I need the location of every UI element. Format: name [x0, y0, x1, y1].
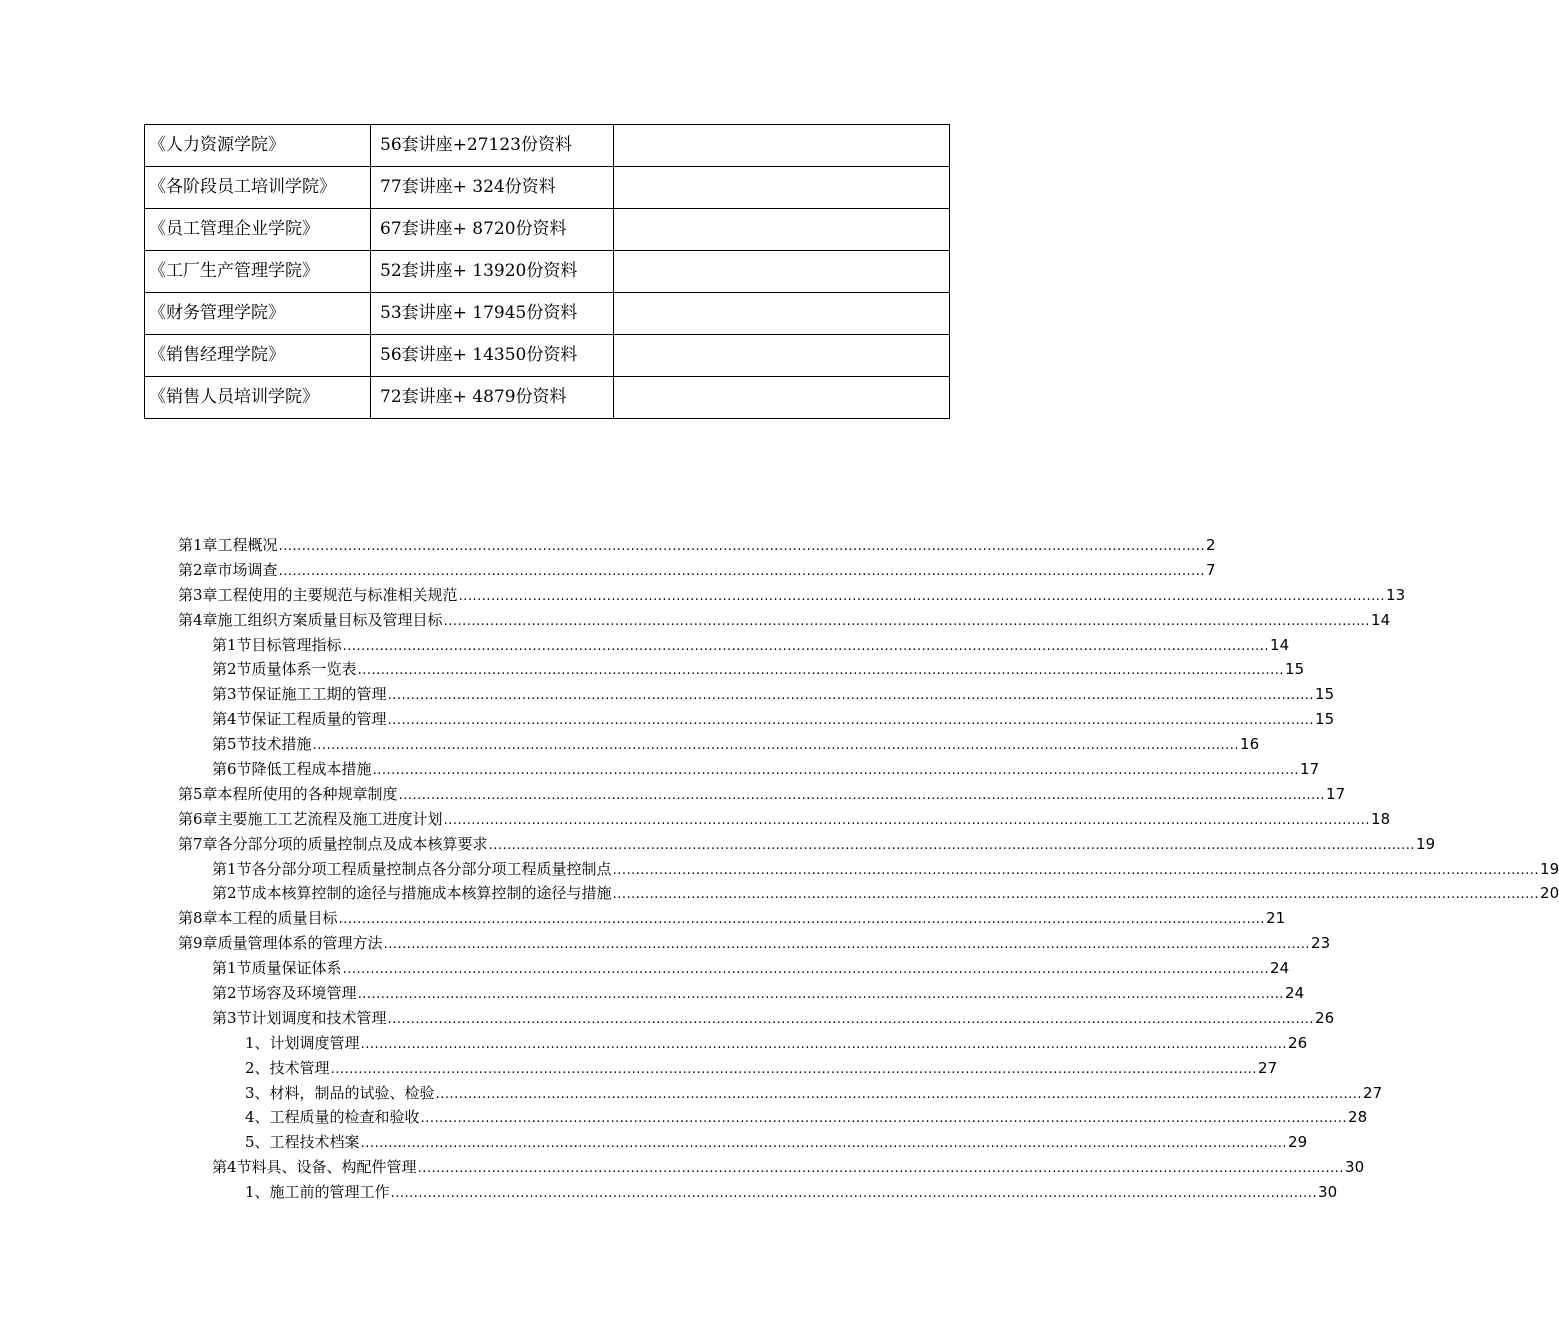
- resource-detail: 52套讲座+ 13920份资料: [371, 251, 614, 293]
- toc-entry-number: 第2章: [178, 560, 218, 579]
- toc-dot-leader: ........................................................................................................................................................................................................: [357, 987, 1285, 1003]
- resource-table-body: [145, 125, 950, 419]
- toc-entry-page: 19: [1416, 834, 1436, 853]
- toc-entry-page: 13: [1386, 585, 1406, 604]
- toc-entry-title: 质量保证体系: [251, 959, 342, 978]
- toc-entry-number: 第1节: [212, 859, 252, 878]
- toc-dot-leader: ........................................................................................................................................................................................................: [312, 738, 1240, 754]
- toc-entry-number: 1、: [245, 1033, 270, 1052]
- toc-entry-page: 14: [1371, 610, 1391, 629]
- toc-entry-page: 15: [1315, 710, 1335, 729]
- toc-dot-leader: ........................................................................................................................................................................................................: [420, 1111, 1348, 1127]
- toc-entry-number: 5、: [245, 1133, 270, 1152]
- toc-dot-leader: ........................................................................................................................................................................................................: [612, 862, 1540, 878]
- toc-entry-page: 20: [1540, 884, 1559, 903]
- toc-entry[interactable]: [178, 533, 1216, 558]
- toc-dot-leader: ........................................................................................................................................................................................................: [330, 1061, 1258, 1077]
- resource-note: [614, 251, 950, 293]
- toc-entry-number: 第7章: [178, 834, 218, 853]
- toc-entry[interactable]: [178, 931, 1331, 956]
- toc-entry[interactable]: [178, 981, 1305, 1006]
- toc-entry-number: 第4章: [178, 610, 218, 629]
- toc-entry[interactable]: [178, 1180, 1338, 1205]
- toc-entry-page: 28: [1348, 1108, 1368, 1127]
- toc-dot-leader: ........................................................................................................................................................................................................: [488, 837, 1416, 853]
- toc-dot-leader: ........................................................................................................................................................................................................: [372, 763, 1300, 779]
- toc-entry-title: 施工前的管理工作: [269, 1183, 390, 1202]
- toc-entry[interactable]: [178, 633, 1290, 658]
- toc-entry-title: 计划调度和技术管理: [251, 1008, 387, 1027]
- toc-entry[interactable]: [178, 1006, 1335, 1031]
- toc-entry-number: 第2节: [212, 984, 252, 1003]
- toc-entry-title: 技术管理: [269, 1058, 330, 1077]
- resource-detail: 56套讲座+ 14350份资料: [371, 335, 614, 377]
- toc-entry-number: 第2节: [212, 884, 252, 903]
- toc-entry-page: 27: [1363, 1083, 1383, 1102]
- resource-note: [614, 293, 950, 335]
- resource-row: [145, 377, 950, 419]
- resource-name: 《员工管理企业学院》: [145, 209, 371, 251]
- toc-dot-leader: ........................................................................................................................................................................................................: [387, 1011, 1315, 1027]
- toc-entry[interactable]: [178, 757, 1320, 782]
- resource-note: [614, 167, 950, 209]
- toc-entry-number: 第6章: [178, 809, 218, 828]
- toc-entry-title: 各分部分项工程质量控制点各分部分项工程质量控制点: [251, 859, 612, 878]
- toc-entry-number: 第2节: [212, 660, 252, 679]
- toc-dot-leader: ........................................................................................................................................................................................................: [612, 887, 1540, 903]
- toc-entry-title: 降低工程成本措施: [251, 760, 372, 779]
- resource-name: 《销售经理学院》: [145, 335, 371, 377]
- toc-entry-page: 17: [1326, 784, 1346, 803]
- resource-name: 《人力资源学院》: [145, 125, 371, 167]
- resource-note: [614, 125, 950, 167]
- toc-entry[interactable]: [178, 583, 1406, 608]
- toc-dot-leader: ........................................................................................................................................................................................................: [357, 663, 1285, 679]
- toc-entry-page: 2: [1206, 536, 1216, 554]
- toc-dot-leader: ........................................................................................................................................................................................................: [435, 1086, 1363, 1102]
- toc-entry-number: 第3节: [212, 685, 252, 704]
- toc-entry[interactable]: [178, 832, 1436, 857]
- toc-entry-page: 30: [1345, 1158, 1365, 1177]
- resource-name: 《各阶段员工培训学院》: [145, 167, 371, 209]
- toc-entry-title: 工程质量的检查和验收: [269, 1108, 420, 1127]
- toc-entry-title: 成本核算控制的途径与措施成本核算控制的途径与措施: [251, 884, 612, 903]
- toc-dot-leader: ........................................................................................................................................................................................................: [342, 638, 1270, 654]
- resource-detail: 53套讲座+ 17945份资料: [371, 293, 614, 335]
- toc-entry-number: 1、: [245, 1183, 270, 1202]
- toc-entry-number: 第5节: [212, 735, 252, 754]
- toc-entry-number: 第3节: [212, 1008, 252, 1027]
- toc-dot-leader: ........................................................................................................................................................................................................: [278, 539, 1206, 554]
- toc-entry-number: 第1节: [212, 635, 252, 654]
- toc-entry-page: 18: [1371, 809, 1391, 828]
- toc-entry-title: 技术措施: [251, 735, 312, 754]
- resource-row: [145, 125, 950, 167]
- toc-dot-leader: ........................................................................................................................................................................................................: [387, 688, 1315, 704]
- toc-entry[interactable]: [178, 1081, 1383, 1106]
- toc-entry-title: 质量管理体系的管理方法: [217, 934, 383, 953]
- toc-entry-number: 第1章: [178, 536, 218, 554]
- toc-entry-page: 7: [1206, 560, 1216, 579]
- toc-entry-title: 材料，制品的试验、检验: [269, 1083, 435, 1102]
- toc-entry[interactable]: [178, 657, 1305, 682]
- toc-dot-leader: ........................................................................................................................................................................................................: [390, 1186, 1318, 1202]
- toc-dot-leader: ........................................................................................................................................................................................................: [383, 937, 1311, 953]
- toc-entry-title: 本工程的质量目标: [217, 909, 338, 928]
- toc-entry[interactable]: [178, 732, 1260, 757]
- resource-row: [145, 251, 950, 293]
- toc-entry-title: 工程概况: [217, 536, 278, 554]
- toc-entry-title: 市场调查: [217, 560, 278, 579]
- toc-entry[interactable]: [178, 807, 1391, 832]
- toc-dot-leader: ........................................................................................................................................................................................................: [417, 1161, 1345, 1177]
- toc-entry-number: 第8章: [178, 909, 218, 928]
- toc-entry-number: 第3章: [178, 585, 218, 604]
- toc-entry-title: 质量体系一览表: [251, 660, 357, 679]
- toc-dot-leader: ........................................................................................................................................................................................................: [338, 912, 1266, 928]
- toc-entry[interactable]: [178, 782, 1346, 807]
- toc-entry-number: 4、: [245, 1108, 270, 1127]
- resource-note: [614, 377, 950, 419]
- toc-entry[interactable]: [178, 1056, 1278, 1081]
- toc-dot-leader: ........................................................................................................................................................................................................: [360, 1036, 1288, 1052]
- toc-entry-page: 19: [1540, 859, 1559, 878]
- toc-entry[interactable]: [178, 857, 1559, 882]
- toc-entry-number: 第6节: [212, 760, 252, 779]
- toc-entry-page: 15: [1315, 685, 1335, 704]
- toc-entry-number: 2、: [245, 1058, 270, 1077]
- resource-name: 《销售人员培训学院》: [145, 377, 371, 419]
- toc-dot-leader: ........................................................................................................................................................................................................: [387, 713, 1315, 729]
- resource-row: [145, 335, 950, 377]
- resource-row: [145, 209, 950, 251]
- toc-entry-title: 各分部分项的质量控制点及成本核算要求: [217, 834, 488, 853]
- resource-note: [614, 335, 950, 377]
- toc-entry-page: 17: [1300, 760, 1320, 779]
- resource-name: 《工厂生产管理学院》: [145, 251, 371, 293]
- resource-detail: 72套讲座+ 4879份资料: [371, 377, 614, 419]
- resource-detail: 67套讲座+ 8720份资料: [371, 209, 614, 251]
- toc-entry-title: 工程技术档案: [269, 1133, 360, 1152]
- toc-entry-title: 保证工程质量的管理: [251, 710, 387, 729]
- toc-entry-page: 24: [1285, 984, 1305, 1003]
- table-of-contents: [178, 533, 1559, 1205]
- toc-dot-leader: ........................................................................................................................................................................................................: [360, 1136, 1288, 1152]
- toc-entry[interactable]: [178, 1031, 1308, 1056]
- resource-row: [145, 167, 950, 209]
- toc-entry-title: 本程所使用的各种规章制度: [217, 784, 398, 803]
- toc-entry[interactable]: [178, 906, 1286, 931]
- toc-entry-title: 施工组织方案质量目标及管理目标: [217, 610, 443, 629]
- toc-entry[interactable]: [178, 956, 1290, 981]
- toc-entry-title: 工程使用的主要规范与标准相关规范: [217, 585, 458, 604]
- toc-entry[interactable]: [178, 1105, 1368, 1130]
- toc-dot-leader: ........................................................................................................................................................................................................: [398, 787, 1326, 803]
- toc-entry[interactable]: [178, 1130, 1308, 1155]
- toc-entry-page: 23: [1311, 934, 1331, 953]
- toc-entry-number: 第5章: [178, 784, 218, 803]
- toc-entry-title: 料具、设备、构配件管理: [251, 1158, 417, 1177]
- toc-entry-page: 27: [1258, 1058, 1278, 1077]
- resource-detail: 56套讲座+27123份资料: [371, 125, 614, 167]
- toc-entry-number: 第4节: [212, 1158, 252, 1177]
- resource-table: [144, 124, 950, 419]
- resource-name: 《财务管理学院》: [145, 293, 371, 335]
- toc-entry[interactable]: [178, 707, 1335, 732]
- toc-entry-page: 15: [1285, 660, 1305, 679]
- toc-entry[interactable]: [178, 682, 1335, 707]
- toc-entry-page: 24: [1270, 959, 1290, 978]
- toc-entry-title: 保证施工工期的管理: [251, 685, 387, 704]
- toc-entry-number: 第1节: [212, 959, 252, 978]
- toc-entry[interactable]: [178, 558, 1216, 583]
- toc-dot-leader: ........................................................................................................................................................................................................: [443, 812, 1371, 828]
- toc-entry-page: 14: [1270, 635, 1290, 654]
- toc-entry[interactable]: [178, 881, 1559, 906]
- toc-entry-page: 26: [1315, 1008, 1335, 1027]
- toc-entry-page: 26: [1288, 1033, 1308, 1052]
- toc-entry-page: 21: [1266, 909, 1286, 928]
- toc-entry-page: 29: [1288, 1133, 1308, 1152]
- toc-entry-page: 16: [1240, 735, 1260, 754]
- toc-entry-title: 计划调度管理: [269, 1033, 360, 1052]
- resource-detail: 77套讲座+ 324份资料: [371, 167, 614, 209]
- toc-entry[interactable]: [178, 1155, 1365, 1180]
- toc-entry[interactable]: [178, 608, 1391, 633]
- toc-dot-leader: ........................................................................................................................................................................................................: [342, 962, 1270, 978]
- toc-entry-number: 第9章: [178, 934, 218, 953]
- toc-dot-leader: ........................................................................................................................................................................................................: [458, 588, 1386, 604]
- toc-entry-title: 目标管理指标: [251, 635, 342, 654]
- toc-entry-number: 3、: [245, 1083, 270, 1102]
- toc-entry-title: 场容及环境管理: [251, 984, 357, 1003]
- toc-entry-page: 30: [1318, 1183, 1338, 1202]
- resource-note: [614, 209, 950, 251]
- toc-entry-title: 主要施工工艺流程及施工进度计划: [217, 809, 443, 828]
- toc-dot-leader: ........................................................................................................................................................................................................: [278, 563, 1206, 579]
- resource-row: [145, 293, 950, 335]
- toc-dot-leader: ........................................................................................................................................................................................................: [443, 613, 1371, 629]
- toc-entry-number: 第4节: [212, 710, 252, 729]
